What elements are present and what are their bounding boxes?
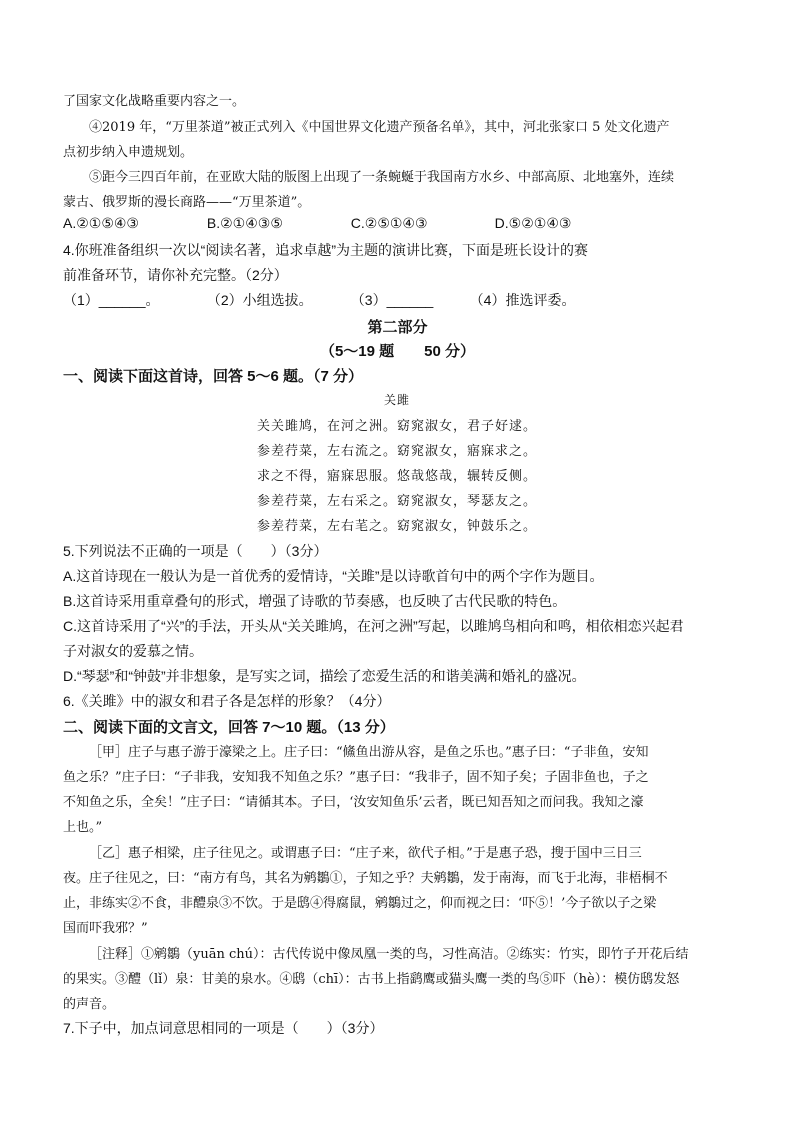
passage-yi-line: 夜。庄子往见之，曰：“南方有鸟，其名为鹓鶵①，子知之乎？夫鹓鶵，发于南海，而飞于北海，非梧桐不 <box>63 871 668 886</box>
notes-line: 的果实。③醴（lǐ）泉：甘美的泉水。④鸱（chī）：古书上指鹞鹰或猫头鹰一类的鸟⑤吓（hè）：模仿鸱发怒 <box>63 972 680 987</box>
text-line: ⑤距今三四百年前，在亚欧大陆的版图上出现了一条蜿蜒于我国南方水乡、中部高原、北地塞外，连续 <box>89 170 675 185</box>
question-4-steps <box>63 290 732 310</box>
text-line: 点初步纳入申遗规划。 <box>63 145 194 160</box>
question-7: 7.下子中，加点词意思相同的一项是（ ）（3分） <box>63 1020 384 1036</box>
notes-line: 的声音。 <box>63 997 116 1012</box>
passage-yi-line: 国而吓我邪？” <box>63 921 148 936</box>
passage-yi-line: 止，非练实②不食，非醴泉③不饮。于是鸱④得腐鼠，鹓鶵过之，仰而视之曰：‘吓⑤！’今子欲以子之梁 <box>63 896 657 911</box>
question-4-line: 前准备环节，请你补充完整。（2分） <box>63 267 288 283</box>
text-line: 蒙古、俄罗斯的漫长商路——“万里茶道”。 <box>63 195 311 210</box>
poem-line: 参差荇菜，左右采之。窈窕淑女，琴瑟友之。 <box>256 494 537 509</box>
section-heading: 一、阅读下面这首诗，回答 5～6 题。（7 分） <box>63 368 364 385</box>
option-d: D.⑤②①④③ <box>494 215 572 231</box>
passage-yi-line: ［乙］惠子相梁，庄子往见之。或谓惠子曰：“庄子来，欲代子相。”于是惠子恐，搜于国中三日三 <box>89 846 642 861</box>
passage-jia-line: 上也。” <box>63 820 103 835</box>
option-a: A.②①⑤④③ <box>63 215 139 231</box>
option-c: C.②⑤①④③ <box>350 215 428 231</box>
part-title: 第二部分 <box>367 319 428 336</box>
text-line: 了国家文化战略重要内容之一。 <box>63 94 246 109</box>
step-1: （1）______。 <box>63 292 160 308</box>
step-4: （4）推选评委。 <box>469 292 576 308</box>
option-c-cont: 子对淑女的爱慕之情。 <box>63 643 203 659</box>
text-line: ④2019 年，“万里茶道”被正式列入《中国世界文化遗产预备名单》，其中，河北张家口 5 处文化遗产 <box>89 120 670 135</box>
step-3: （3）______ <box>350 292 434 308</box>
option-a: A.这首诗现在一般认为是一首优秀的爱情诗，“关雎”是以诗歌首句中的两个字作为题目。 <box>63 568 604 584</box>
notes-line: ［注释］①鹓鶵（yuān chú）：古代传说中像凤凰一类的鸟，习性高洁。②练实：竹实，即竹子开花后结 <box>89 947 689 962</box>
part-subtitle: （5～19 题 50 分） <box>319 343 476 360</box>
step-2: （2）小组选拔。 <box>206 292 313 308</box>
poem-title: 关雎 <box>383 393 410 407</box>
question-4-line: 4.你班准备组织一次以“阅读名著，追求卓越”为主题的演讲比赛，下面是班长设计的赛 <box>63 242 588 258</box>
passage-jia-line: ［甲］庄子与惠子游于濠梁之上。庄子曰：“鯈鱼出游从容，是鱼之乐也。”惠子曰：“子非鱼，安知 <box>89 745 649 760</box>
option-c: C.这首诗采用了“兴”的手法，开头从“关关雎鸠，在河之洲”写起，以雎鸠鸟相向和鸣，相依相恋兴起君 <box>63 618 684 634</box>
poem-line: 参差荇菜，左右芼之。窈窕淑女，钟鼓乐之。 <box>256 519 537 534</box>
section-heading: 二、阅读下面的文言文，回答 7～10 题。（13 分） <box>63 719 395 736</box>
passage-jia-line: 鱼之乐？”庄子曰：“子非我，安知我不知鱼之乐？”惠子曰：“我非子，固不知子矣；子固非鱼也，子之 <box>63 770 649 785</box>
q3-options <box>63 215 732 232</box>
option-d: D.“琴瑟”和“钟鼓”并非想象，是写实之词，描绘了恋爱生活的和谐美满和婚礼的盛况。 <box>63 668 586 684</box>
poem-line: 关关雎鸠，在河之洲。窈窕淑女，君子好逑。 <box>256 419 537 434</box>
question-6: 6.《关雎》中的淑女和君子各是怎样的形象？（4分） <box>63 693 391 709</box>
option-b: B.这首诗采用重章叠句的形式，增强了诗歌的节奏感，也反映了古代民歌的特色。 <box>63 593 567 609</box>
passage-jia-line: 不知鱼之乐，全矣！”庄子曰：“请循其本。子曰，‘汝安知鱼乐’云者，既已知吾知之而问我。我知之濠 <box>63 795 644 810</box>
question-5-stem: 5.下列说法不正确的一项是（ ）（3分） <box>63 543 328 559</box>
poem-line: 求之不得，寤寐思服。悠哉悠哉，辗转反侧。 <box>256 469 537 484</box>
option-b: B.②①④③⑤ <box>206 215 283 231</box>
poem-line: 参差荇菜，左右流之。窈窕淑女，寤寐求之。 <box>256 444 537 459</box>
